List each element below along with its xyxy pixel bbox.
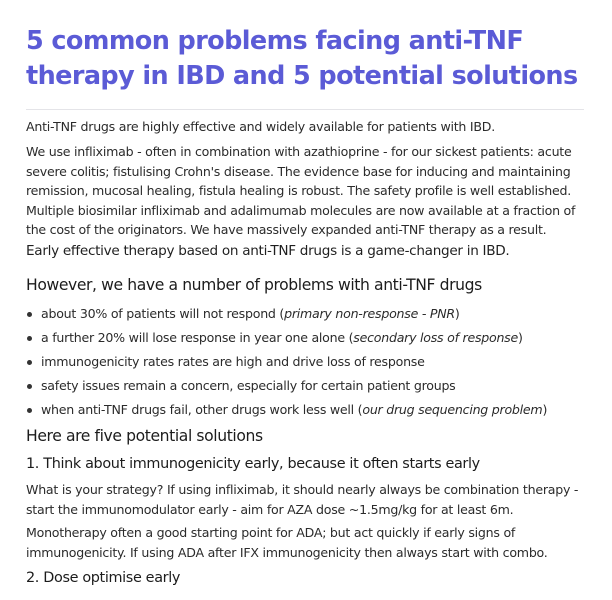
list-item-tail: ): [518, 330, 523, 345]
list-item-text: about 30% of patients will not respond (: [41, 306, 285, 321]
list-item-text: a further 20% will lose response in year one alone (: [41, 330, 354, 345]
bullet-icon: [27, 336, 32, 341]
bullet-icon: [27, 360, 32, 365]
problems-list: [26, 302, 596, 422]
list-item-emphasis: our drug sequencing problem: [362, 402, 543, 417]
bullet-icon: [27, 312, 32, 317]
list-item: [26, 326, 596, 350]
solution-1-paragraph-2: Monotherapy often a good starting point for ADA; but act quickly if early signs of immunogenicity. If using ADA after IFX immunogenicity then always start with combo.: [26, 525, 548, 560]
list-item: [26, 350, 596, 374]
list-item: [26, 374, 596, 398]
list-item-emphasis: secondary loss of response: [353, 330, 518, 345]
lead-statement: Early effective therapy based on anti-TNF drugs is a game-changer in IBD.: [26, 243, 510, 259]
list-item: [26, 302, 596, 326]
usage-paragraph: We use infliximab - often in combination with azathioprine - for our sickest patients: acute severe colitis; fistulising Crohn's disease. The evidence base for inducing and maintaining remission, mucosal healing, fistula healing is robust. The safety profile is well established. Multiple biosimilar infliximab and adalimumab molecules are now available at a fraction of the cost of the originators. We have massively expanded anti-TNF therapy as a result.: [26, 144, 576, 238]
intro-paragraph: Anti-TNF drugs are highly effective and widely available for patients with IBD.: [26, 119, 495, 134]
title-divider: [26, 109, 584, 110]
list-item-text: safety issues remain a concern, especially for certain patient groups: [41, 378, 456, 393]
list-item: [26, 398, 596, 422]
solution-1-heading: 1. Think about immunogenicity early, because it often starts early: [26, 456, 480, 472]
list-item-tail: ): [454, 306, 460, 321]
list-item-text: immunogenicity rates rates are high and drive loss of response: [41, 354, 425, 369]
solution-2-heading: 2. Dose optimise early: [26, 570, 181, 586]
problems-heading: However, we have a number of problems with anti-TNF drugs: [26, 276, 482, 294]
solutions-heading: Here are five potential solutions: [26, 427, 263, 445]
article-title: 5 common problems facing anti-TNF therapy in IBD and 5 potential solutions: [26, 26, 578, 91]
bullet-icon: [27, 408, 32, 413]
list-item-emphasis: primary non-response - PNR: [284, 306, 455, 321]
solution-1-paragraph-1: What is your strategy? If using infliximab, it should nearly always be combination therapy - start the immunomodulator early - aim for AZA dose ~1.5mg/kg for at least 6m.: [26, 482, 579, 517]
list-item-text: when anti-TNF drugs fail, other drugs work less well (: [41, 402, 363, 417]
list-item-tail: ): [542, 402, 548, 417]
bullet-icon: [27, 384, 32, 389]
